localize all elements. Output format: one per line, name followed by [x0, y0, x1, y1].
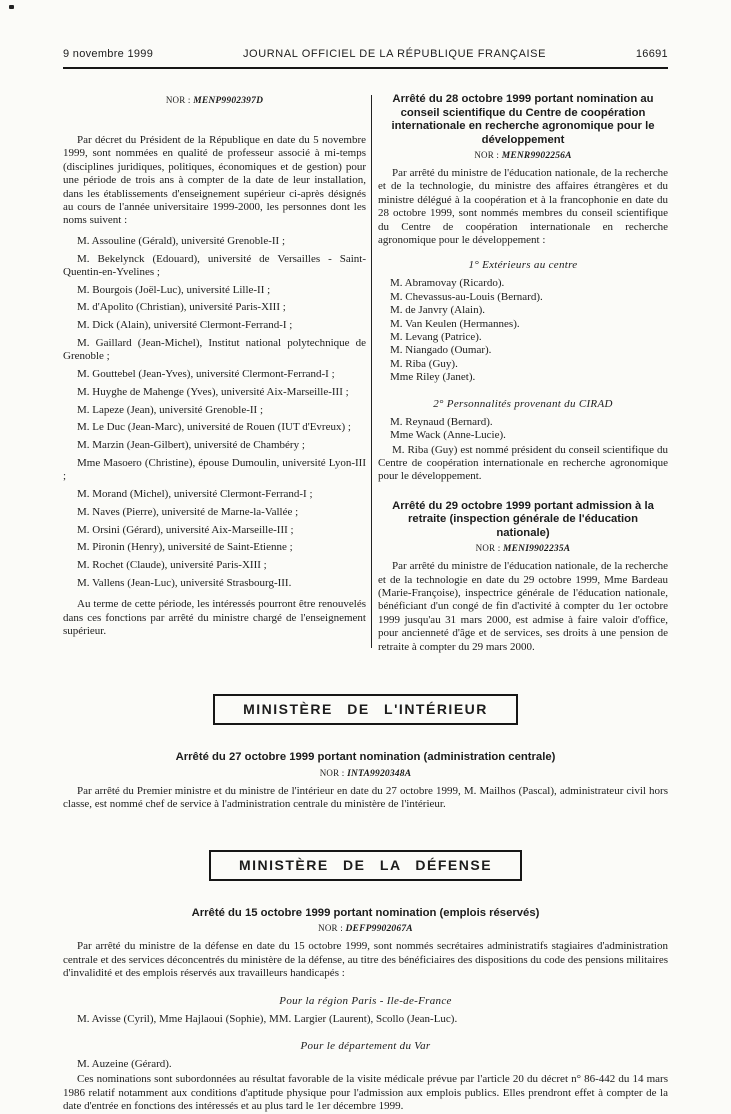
section-heading-cirad: 2° Personnalités provenant du CIRAD: [433, 397, 613, 410]
retraite-body-paragraph: Par arrêté du ministre de l'éducation nationale, de la recherche et de la technologie en date du 29 octobre 1999, Mme Bardeau (Marie-Françoise), inspectrice générale de l'éducation nationale, bénéficiant d'un congé de fin d'activité à compter du 1er octobre 1999 jusqu'au 31 mars 2000, est admise à faire valoir d'office, pour ancienneté d'âge et de services, ses droits à une pension de retraite à compter du 29 mars 2000.: [378, 560, 668, 653]
list-item: Mme Wack (Anne-Lucie).: [390, 429, 506, 442]
two-column-block: [63, 93, 668, 654]
ministry-banner-interieur: MINISTÈRE DE L'INTÉRIEUR: [213, 694, 518, 725]
article-title-15-octobre: Arrêté du 15 octobre 1999 portant nomination (emplois réservés): [191, 906, 540, 919]
list-item: M. Van Keulen (Hermannes).: [390, 317, 520, 330]
nor-line: [63, 768, 668, 779]
nor-line: [63, 95, 366, 106]
article-interieur: [63, 751, 668, 812]
column-divider: [371, 95, 372, 648]
article-title-29-octobre: Arrêté du 29 octobre 1999 portant admission à la retraite (inspection générale de l'éducation nationale): [392, 499, 654, 539]
list-item: M. Gaillard (Jean-Michel), Institut national polytechnique de Grenoble ;: [63, 337, 366, 363]
nor-value: INTA9920348A: [347, 768, 412, 779]
defense-intro-paragraph: Par arrêté du ministre de la défense en date du 15 octobre 1999, sont nommés secrétaires administratifs stagiaires d'administration centrale et des services déconcentrés du ministère de la défense, au titre des bénéficiaires des dispositions du code des pensions militaires d'invalidité et des emplois réservés aux travailleurs handicapés :: [63, 940, 668, 980]
list-item: M. Abramovay (Ricardo).: [390, 277, 505, 290]
scan-artifact: [9, 5, 14, 9]
ministry-banner-defense: MINISTÈRE DE LA DÉFENSE: [209, 850, 522, 881]
decree-intro-paragraph: Par décret du Président de la République en date du 5 novembre 1999, sont nommées en qualité de professeur associé à mi-temps (disciplines juridiques, politiques, économiques et de gestion) pour une période de trois ans à compter de la date de leur installation, dans les établissements d'enseignement supérieur ci-après désignés au cours de l'année universitaire 1999-2000, les personnes dont les noms suivent :: [63, 134, 366, 227]
nor-line: [63, 923, 668, 934]
nor-label: NOR :: [319, 767, 345, 778]
list-item: M. Marzin (Jean-Gilbert), université de Chambéry ;: [77, 439, 305, 452]
list-item: M. Dick (Alain), université Clermont-Ferrand-I ;: [77, 319, 293, 332]
list-item: M. Levang (Patrice).: [390, 331, 482, 344]
nor-value: DEFP9902067A: [345, 924, 413, 935]
defense-closing-paragraph: Ces nominations sont subordonnées au résultat favorable de la visite médicale prévue par l'article 20 du décret n° 86-442 du 14 mars 1986 relatif notamment aux conditions d'aptitude physique pour l'admission aux emplois publics. Elles prendront effet à compter de la date d'entrée en fonctions des intéressés et au plus tard le 1er décembre 1999.: [63, 1073, 668, 1113]
spacer: [63, 112, 366, 134]
list-item: Mme Riley (Janet).: [390, 371, 476, 384]
article-title-27-octobre: Arrêté du 27 octobre 1999 portant nomination (administration centrale): [175, 751, 556, 764]
list-item: M. de Janvry (Alain).: [390, 304, 486, 317]
nor-label: NOR :: [475, 543, 501, 554]
list-item: M. Orsini (Gérard), université Aix-Marseille-III ;: [77, 523, 294, 536]
list-item: M. Naves (Pierre), université de Marne-la-Vallée ;: [77, 505, 299, 518]
list-item: M. Morand (Michel), université Clermont-Ferrand-I ;: [77, 488, 313, 501]
nor-value: MENI9902235A: [503, 544, 571, 555]
list-item: M. d'Apolito (Christian), université Paris-XIII ;: [77, 301, 286, 314]
right-column: [378, 93, 668, 654]
header-date: 9 novembre 1999: [63, 48, 154, 60]
list-item: M. Rochet (Claude), université Paris-XIII ;: [77, 559, 267, 572]
interieur-body-paragraph: Par arrêté du Premier ministre et du ministre de l'intérieur en date du 27 octobre 1999, M. Mailhos (Pascal), administrateur civil hors classe, est nommé chef de service à l'administration centrale du ministère de l'intérieur.: [63, 784, 668, 811]
section-heading-exterieurs: 1° Extérieurs au centre: [468, 259, 578, 272]
journal-title: JOURNAL OFFICIEL DE LA RÉPUBLIQUE FRANÇAISE: [242, 48, 547, 60]
paris-nominees: M. Avisse (Cyril), Mme Hajlaoui (Sophie), MM. Largier (Laurent), Scollo (Jean-Luc).: [77, 1013, 458, 1026]
spacer: [63, 228, 366, 235]
exterieurs-list: [378, 277, 668, 384]
section-ministere-interieur: [63, 694, 668, 812]
nor-line: [378, 150, 668, 161]
decree-closing-paragraph: Au terme de cette période, les intéressés pourront être renouvelés dans ces fonctions par arrêté du ministre chargé de l'enseignement supérieur.: [63, 598, 366, 638]
nor-value: MENP9902397D: [193, 96, 264, 106]
page-number: 16691: [635, 48, 668, 60]
list-item: M. Lapeze (Jean), université Grenoble-II ;: [77, 403, 264, 416]
region-heading-var: Pour le département du Var: [300, 1039, 431, 1052]
section-ministere-defense: [63, 850, 668, 1114]
list-item: M. Chevassus-au-Louis (Bernard).: [390, 290, 543, 303]
list-item: M. Assouline (Gérald), université Grenoble-II ;: [77, 234, 286, 247]
cirad-list: [378, 416, 668, 443]
nor-line: [378, 543, 668, 554]
region-heading-paris: Pour la région Paris - Ile-de-France: [279, 995, 452, 1008]
list-item: M. Le Duc (Jean-Marc), université de Rouen (IUT d'Evreux) ;: [77, 421, 351, 434]
nor-label: NOR :: [165, 95, 191, 105]
header-rule: [63, 67, 668, 69]
running-head: [63, 48, 668, 60]
list-item: Mme Masoero (Christine), épouse Dumoulin, université Lyon-III ;: [63, 457, 366, 483]
article-defense: [63, 907, 668, 1114]
list-item: M. Bourgois (Joël-Luc), université Lille-II ;: [77, 283, 271, 296]
nor-label: NOR :: [474, 150, 500, 160]
list-item: M. Gouttebel (Jean-Yves), université Clermont-Ferrand-I ;: [77, 368, 335, 381]
article-closing-paragraph: M. Riba (Guy) est nommé président du conseil scientifique du Centre de coopération internationale en recherche agronomique pour le développement.: [378, 443, 668, 483]
nor-label: NOR :: [318, 923, 343, 934]
var-nominees: M. Auzeine (Gérard).: [77, 1057, 172, 1070]
left-column: [63, 93, 366, 654]
nor-value: MENR9902256A: [501, 151, 572, 161]
list-item: M. Vallens (Jean-Luc), université Strasbourg-III.: [77, 577, 292, 589]
list-item: M. Bekelynck (Edouard), université de Versailles - Saint-Quentin-en-Yvelines ;: [63, 252, 366, 278]
list-item: M. Pironin (Henry), université de Saint-Etienne ;: [77, 541, 293, 554]
article-title-28-octobre: Arrêté du 28 octobre 1999 portant nomination au conseil scientifique du Centre de coopération internationale en recherche agronomique pour le développement: [391, 93, 655, 146]
nominee-list: [63, 235, 366, 590]
article-intro-paragraph: Par arrêté du ministre de l'éducation nationale, de la recherche et de la technologie, du ministre des affaires étrangères et du ministre délégué à la coopération et à la francophonie en date du 28 octobre 1999, sont nommés membres du conseil scientifique du Centre de coopération internationale en recherche agronomique pour le développement :: [378, 167, 668, 247]
list-item: M. Huyghe de Mahenge (Yves), université Aix-Marseille-III ;: [77, 385, 349, 398]
list-item: M. Niangado (Oumar).: [390, 344, 492, 357]
list-item: M. Riba (Guy).: [390, 357, 458, 370]
list-item: M. Reynaud (Bernard).: [390, 415, 493, 428]
